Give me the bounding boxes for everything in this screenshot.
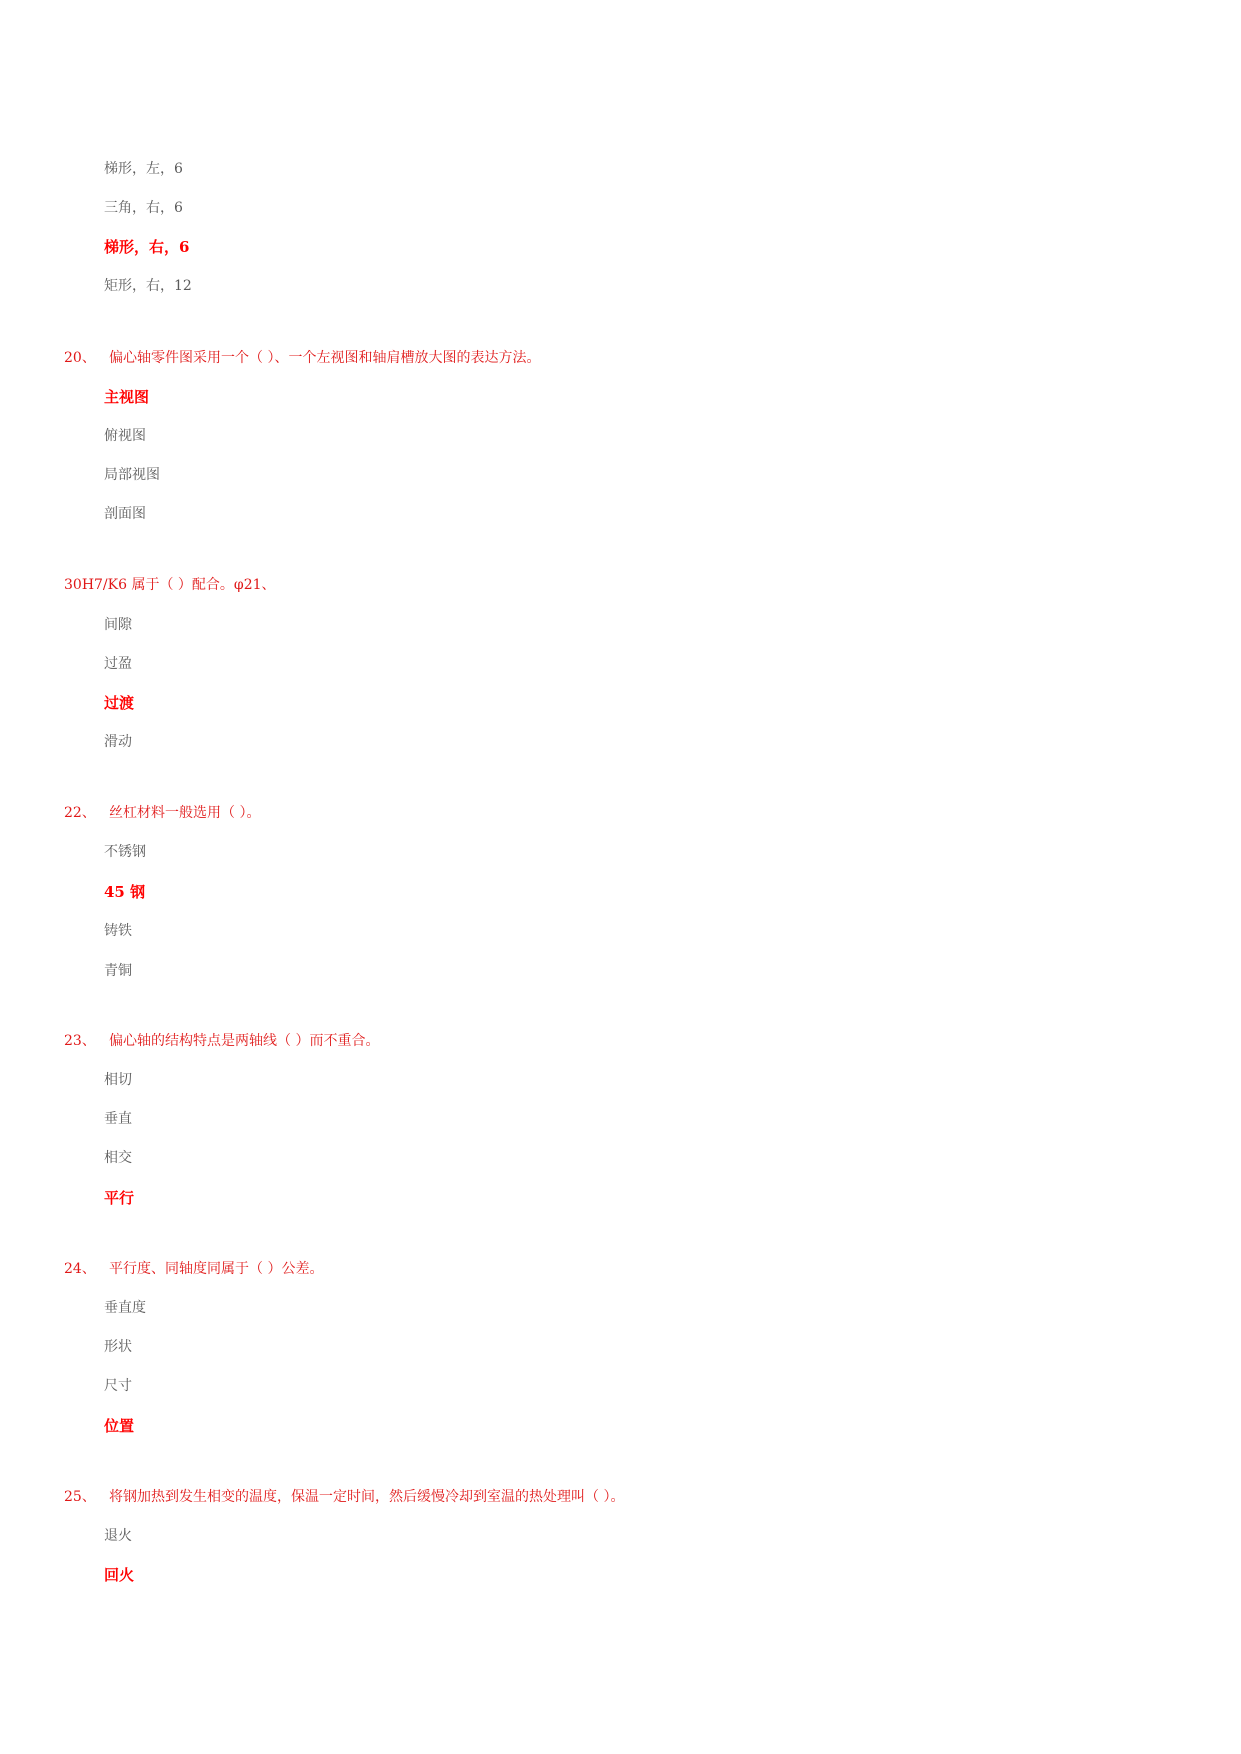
option-correct: 回火 (104, 1566, 135, 1584)
question-number: 25、 (64, 1489, 96, 1505)
option-correct: 平行 (104, 1189, 135, 1207)
question-22 (64, 804, 260, 822)
option: 矩形，右，12 (104, 278, 192, 294)
question-25 (64, 1488, 624, 1506)
option-correct: 45 钢 (104, 883, 146, 901)
option-correct: 梯形，右，6 (104, 238, 190, 256)
question-text: 丝杠材料一般选用（ ）。 (109, 805, 261, 821)
question-number: 24、 (64, 1261, 96, 1277)
option: 梯形，左，6 (104, 161, 183, 177)
option: 青铜 (104, 963, 132, 979)
question-number: 22、 (64, 805, 96, 821)
option: 三角，右，6 (104, 200, 183, 216)
option: 铸铁 (104, 923, 132, 939)
option-correct: 过渡 (104, 694, 135, 712)
option: 过盈 (104, 656, 132, 672)
question-text: 将钢加热到发生相变的温度，保温一定时间，然后缓慢冷却到室温的热处理叫（ ）。 (109, 1489, 625, 1505)
question-number: 20、 (64, 350, 96, 366)
option-correct: 主视图 (104, 388, 150, 406)
option-correct: 位置 (104, 1417, 135, 1435)
option: 形状 (104, 1339, 132, 1355)
question-number: 23、 (64, 1033, 96, 1049)
option: 尺寸 (104, 1378, 132, 1394)
option: 相交 (104, 1150, 132, 1166)
question-23 (64, 1032, 379, 1050)
option: 俯视图 (104, 428, 146, 444)
option: 相切 (104, 1072, 132, 1088)
question-text: 30H7/K6 属于（ ）配合。φ21、 (64, 577, 276, 593)
option: 滑动 (104, 734, 132, 750)
question-24 (64, 1260, 323, 1278)
question-20 (64, 349, 540, 367)
option: 垂直 (104, 1111, 132, 1127)
option: 剖面图 (104, 506, 146, 522)
option: 不锈钢 (104, 844, 146, 860)
question-text: 平行度、同轴度同属于（ ）公差。 (109, 1261, 324, 1277)
question-text: 偏心轴零件图采用一个（ ）、一个左视图和轴肩槽放大图的表达方法。 (109, 350, 541, 366)
option: 局部视图 (104, 467, 160, 483)
option: 间隙 (104, 617, 132, 633)
question-21 (64, 576, 276, 594)
question-text: 偏心轴的结构特点是两轴线（ ）而不重合。 (109, 1033, 380, 1049)
option: 垂直度 (104, 1300, 146, 1316)
option: 退火 (104, 1528, 132, 1544)
